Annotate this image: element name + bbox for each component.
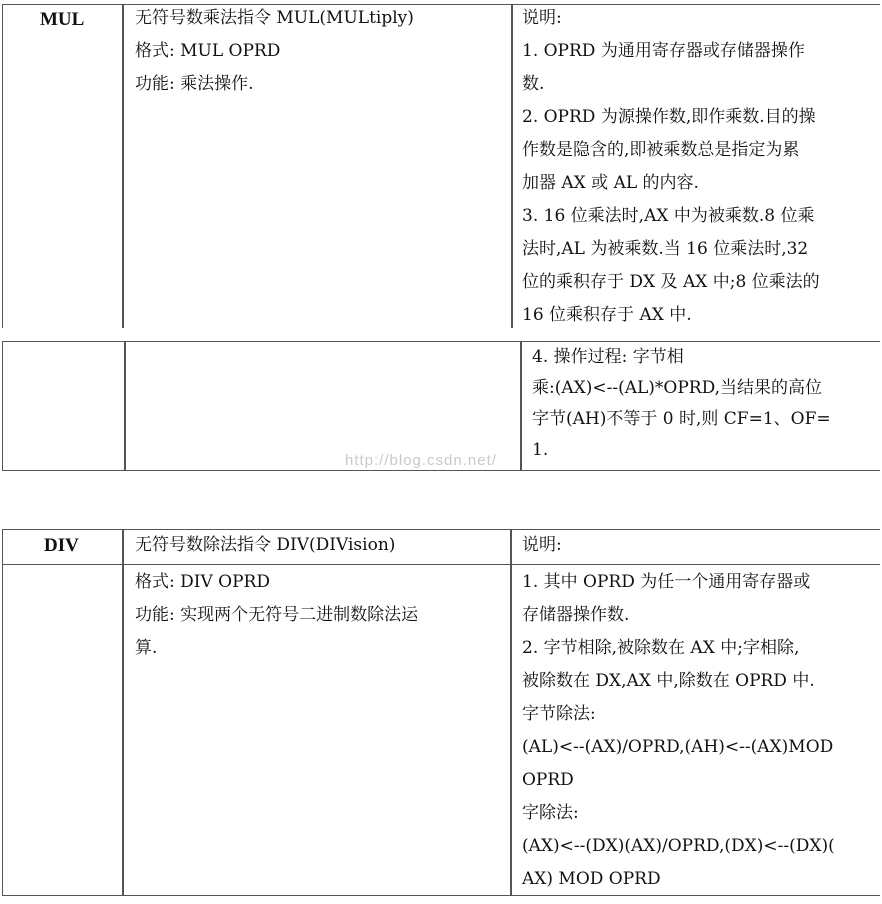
div-desc-line: 1. 其中 OPRD 为任一个通用寄存器或 [522, 572, 811, 592]
mul-cont-col-divider-1 [124, 341, 126, 471]
div-title: 无符号数除法指令 DIV(DIVision) [135, 535, 396, 555]
mul-description [522, 2, 820, 332]
div-desc-line: 存储器操作数. [522, 605, 630, 625]
div-desc-line: AX) MOD OPRD [522, 869, 661, 889]
div-format: 格式: DIV OPRD [135, 572, 270, 592]
div-desc-line: (AX)<--(DX)(AX)/OPRD,(DX)<--(DX)( [522, 836, 835, 856]
mul-left-border [2, 4, 3, 328]
div-desc-line: 字节除法: [522, 704, 596, 724]
div-col-divider-1 [122, 529, 124, 896]
div-desc-header: 说明: [522, 535, 562, 555]
mul-col-divider-1 [122, 4, 124, 328]
mul-desc-line: 2. OPRD 为源操作数,即作乘数.目的操 [522, 107, 816, 127]
div-desc-line: 2. 字节相除,被除数在 AX 中;字相除, [522, 638, 800, 658]
div-header-divider [2, 564, 880, 565]
mul-col-divider-2 [511, 4, 513, 328]
mul-cont-col-divider-2 [520, 341, 522, 471]
div-description [522, 566, 835, 896]
mul-format: 格式: MUL OPRD [135, 41, 281, 61]
mul-desc-line: 1. OPRD 为通用寄存器或存储器操作 [522, 41, 805, 61]
mul-desc-line: 说明: [522, 8, 562, 28]
div-top-border [2, 529, 880, 530]
div-function-line: 算. [135, 638, 158, 658]
mul-desc-line: 法时,AL 为被乘数.当 16 位乘法时,32 [522, 239, 809, 259]
mul-desc-line: 作数是隐含的,即被乘数总是指定为累 [522, 140, 800, 160]
mul-desc-line: 16 位乘积存于 AX 中. [522, 305, 692, 325]
mul-description-continued [532, 342, 831, 466]
mul-cont-bottom-border [2, 470, 880, 471]
div-desc-line: 字除法: [522, 803, 579, 823]
div-left-border [2, 529, 3, 896]
mul-desc-line: 位的乘积存于 DX 及 AX 中;8 位乘法的 [522, 272, 820, 292]
div-desc-line: OPRD [522, 770, 574, 790]
mul-desc-line: 3. 16 位乘法时,AX 中为被乘数.8 位乘 [522, 206, 815, 226]
div-desc-line: 被除数在 DX,AX 中,除数在 OPRD 中. [522, 671, 815, 691]
mul-desc2-line: 1. [532, 440, 549, 460]
div-desc-line: (AL)<--(AX)/OPRD,(AH)<--(AX)MOD [522, 737, 834, 757]
mul-desc-line: 加器 AX 或 AL 的内容. [522, 173, 699, 193]
div-col-divider-2 [510, 529, 512, 896]
watermark-url: http://blog.csdn.net/ [345, 452, 497, 469]
div-function-line: 功能: 实现两个无符号二进制数除法运 [135, 605, 419, 625]
mul-cont-left-border [2, 341, 3, 471]
mul-info [135, 2, 414, 101]
div-info [135, 566, 418, 665]
mul-mnemonic: MUL [40, 9, 85, 30]
mul-title: 无符号数乘法指令 MUL(MULtiply) [135, 8, 414, 28]
mul-desc-line: 数. [522, 74, 545, 94]
mul-function: 功能: 乘法操作. [135, 74, 254, 94]
div-mnemonic: DIV [44, 535, 79, 556]
mul-desc2-line: 4. 操作过程: 字节相 [532, 347, 684, 367]
mul-desc2-line: 乘:(AX)<--(AL)*OPRD,当结果的高位 [532, 378, 823, 398]
mul-desc2-line: 字节(AH)不等于 0 时,则 CF=1、OF= [532, 409, 831, 429]
